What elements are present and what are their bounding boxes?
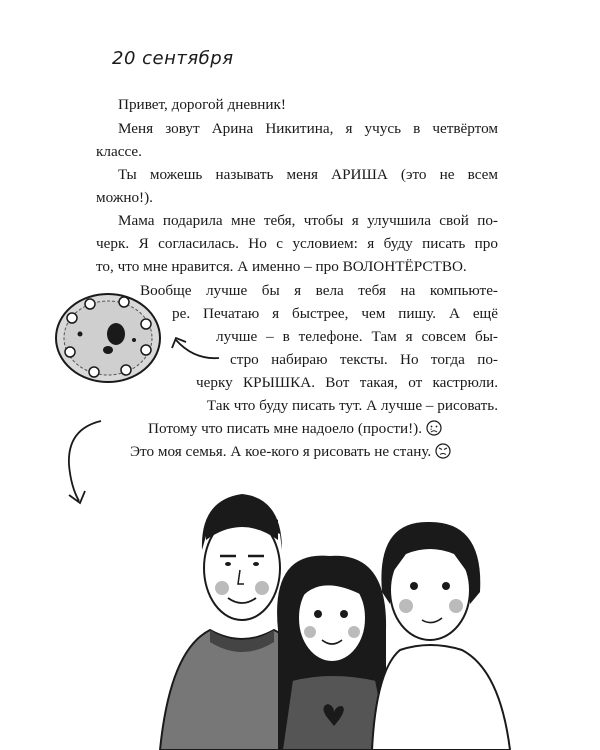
text-line-2: Меня зовут Арина Никитина, я учусь в четвёртом <box>118 120 498 137</box>
text-line-16-content: Это моя семья. А кое-кого я рисовать не стану. <box>130 443 432 460</box>
text-line-6: Мама подарила мне тебя, чтобы я улучшила свой по- <box>118 212 498 229</box>
mom-figure <box>372 522 510 750</box>
arrow-icon <box>164 318 224 368</box>
angry-face-icon <box>435 443 451 466</box>
text-line-15 <box>148 418 442 443</box>
text-line-5: можно!). <box>96 189 153 206</box>
arrow-icon <box>55 415 115 515</box>
text-line-3: классе. <box>96 143 142 160</box>
text-line-1: Привет, дорогой дневник! <box>118 96 286 113</box>
pot-lid-drawing <box>50 288 170 390</box>
text-line-15-content: Потому что писать мне надоело (прости!). <box>148 420 422 437</box>
text-line-10: ре. Печатаю я быстрее, чем пишу. А ещё <box>172 305 498 322</box>
text-line-16 <box>130 441 451 466</box>
text-line-11: лучше – в телефоне. Там я совсем бы- <box>216 328 498 345</box>
text-line-12: стро набираю тексты. Но тогда по- <box>230 351 498 368</box>
text-line-14: Так что буду писать тут. А лучше – рисовать. <box>206 397 498 414</box>
text-line-4: Ты можешь называть меня АРИША (это не всем <box>118 166 498 183</box>
text-line-9: Вообще лучше бы я вела тебя на компьюте- <box>140 282 498 299</box>
text-line-8: то, что мне нравится. А именно – про ВОЛОНТЁРСТВО. <box>96 258 467 275</box>
family-drawing <box>150 480 530 750</box>
sad-face-icon <box>426 420 442 443</box>
diary-date: 20 сентября <box>112 48 234 69</box>
text-line-13: черку КРЫШКА. Вот такая, от кастрюли. <box>196 374 498 391</box>
arina-figure <box>277 556 390 750</box>
text-line-7: черк. Я согласилась. Но с условием: я буду писать про <box>96 235 498 252</box>
